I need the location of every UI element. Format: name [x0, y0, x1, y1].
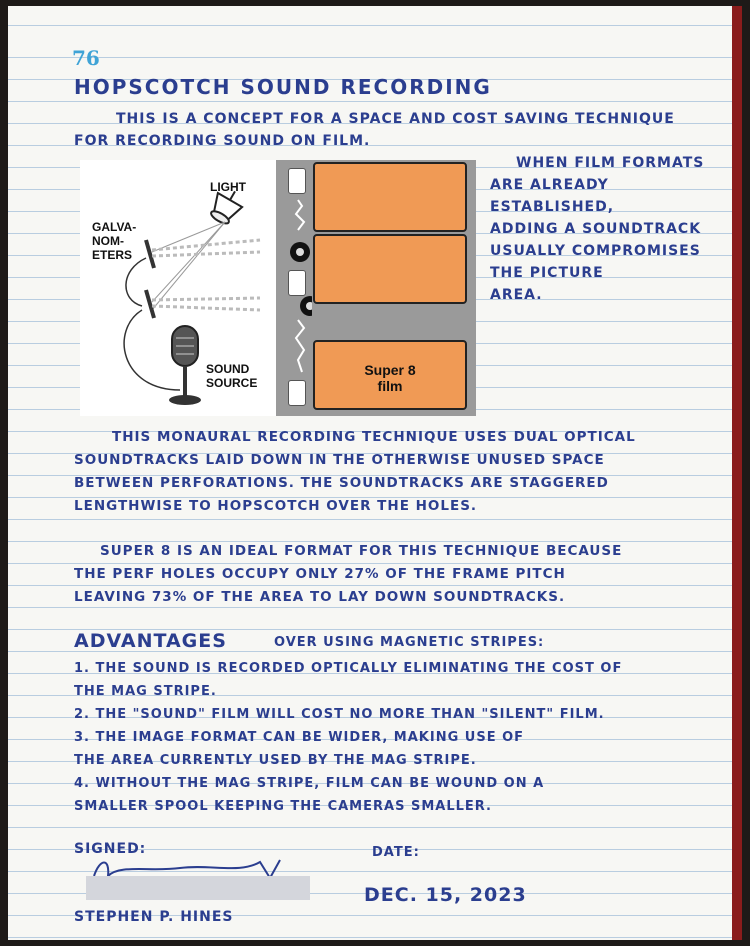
redacted-signature — [86, 876, 310, 900]
side-note-2: ARE ALREADY — [490, 177, 609, 193]
advantage-line-1: 1. THE SOUND IS RECORDED OPTICALLY ELIMINATING THE COST OF — [74, 661, 623, 676]
advantage-line-4: 3. THE IMAGE FORMAT CAN BE WIDER, MAKING USE OF — [74, 730, 525, 745]
advantage-line-5: THE AREA CURRENTLY USED BY THE MAG STRIPE. — [74, 753, 477, 768]
side-note-6: THE PICTURE — [490, 265, 604, 281]
date-value: DEC. 15, 2023 — [364, 884, 527, 906]
microphone-icon — [169, 326, 201, 405]
side-note-3: ESTABLISHED, — [490, 199, 615, 215]
side-note-4: ADDING A SOUNDTRACK — [490, 221, 702, 237]
para1-line-4: LENGTHWISE TO HOPSCOTCH OVER THE HOLES. — [74, 498, 478, 514]
film-frame-1 — [313, 162, 467, 232]
film-strip — [276, 160, 476, 416]
date-label: DATE: — [372, 845, 420, 860]
advantage-line-2: THE MAG STRIPE. — [74, 684, 217, 699]
advantage-line-6: 4. WITHOUT THE MAG STRIPE, FILM CAN BE WOUND ON A — [74, 776, 545, 791]
notebook-page — [8, 6, 742, 940]
galvanometer-label-2: NOM- — [92, 234, 124, 248]
intro-line-2: FOR RECORDING SOUND ON FILM. — [74, 133, 371, 149]
recording-diagram — [80, 160, 476, 416]
light-label: LIGHT — [210, 180, 246, 194]
advantages-heading-rest: OVER USING MAGNETIC STRIPES: — [274, 635, 545, 650]
para1-line-3: BETWEEN PERFORATIONS. THE SOUNDTRACKS ARE STAGGERED — [74, 475, 609, 491]
page-number: 76 — [72, 46, 100, 70]
soundtrack-marks — [276, 160, 312, 416]
sound-label-1: SOUND — [206, 362, 250, 376]
para2-line-2: THE PERF HOLES OCCUPY ONLY 27% OF THE FRAME PITCH — [74, 566, 566, 582]
signed-label: SIGNED: — [74, 841, 147, 857]
advantages-heading: ADVANTAGES — [74, 630, 227, 652]
film-label-2: film — [377, 378, 403, 394]
film-label-1: Super 8 — [364, 362, 416, 378]
film-frame-3 — [313, 340, 467, 410]
sound-label-2: SOURCE — [206, 376, 258, 390]
para2-line-1: SUPER 8 IS AN IDEAL FORMAT FOR THIS TECHNIQUE BECAUSE — [100, 543, 623, 559]
para1-line-1: THIS MONAURAL RECORDING TECHNIQUE USES DUAL OPTICAL — [112, 429, 636, 445]
advantage-line-7: SMALLER SPOOL KEEPING THE CAMERAS SMALLER. — [74, 799, 492, 814]
side-note-1: WHEN FILM FORMATS — [516, 155, 705, 171]
galvanometer-label-1: GALVA- — [92, 220, 137, 234]
advantage-line-3: 2. THE "SOUND" FILM WILL COST NO MORE THAN "SILENT" FILM. — [74, 707, 605, 722]
film-frame-2 — [313, 234, 467, 304]
side-note-5: USUALLY COMPROMISES — [490, 243, 701, 259]
para1-line-2: SOUNDTRACKS LAID DOWN IN THE OTHERWISE UNUSED SPACE — [74, 452, 605, 468]
para2-line-3: LEAVING 73% OF THE AREA TO LAY DOWN SOUNDTRACKS. — [74, 589, 566, 605]
intro-line-1: THIS IS A CONCEPT FOR A SPACE AND COST SAVING TECHNIQUE — [116, 111, 675, 127]
signer-name: STEPHEN P. HINES — [74, 909, 234, 925]
side-note-7: AREA. — [490, 287, 543, 303]
page-title: HOPSCOTCH SOUND RECORDING — [74, 75, 492, 99]
galvanometer-label-3: ETERS — [92, 248, 133, 262]
